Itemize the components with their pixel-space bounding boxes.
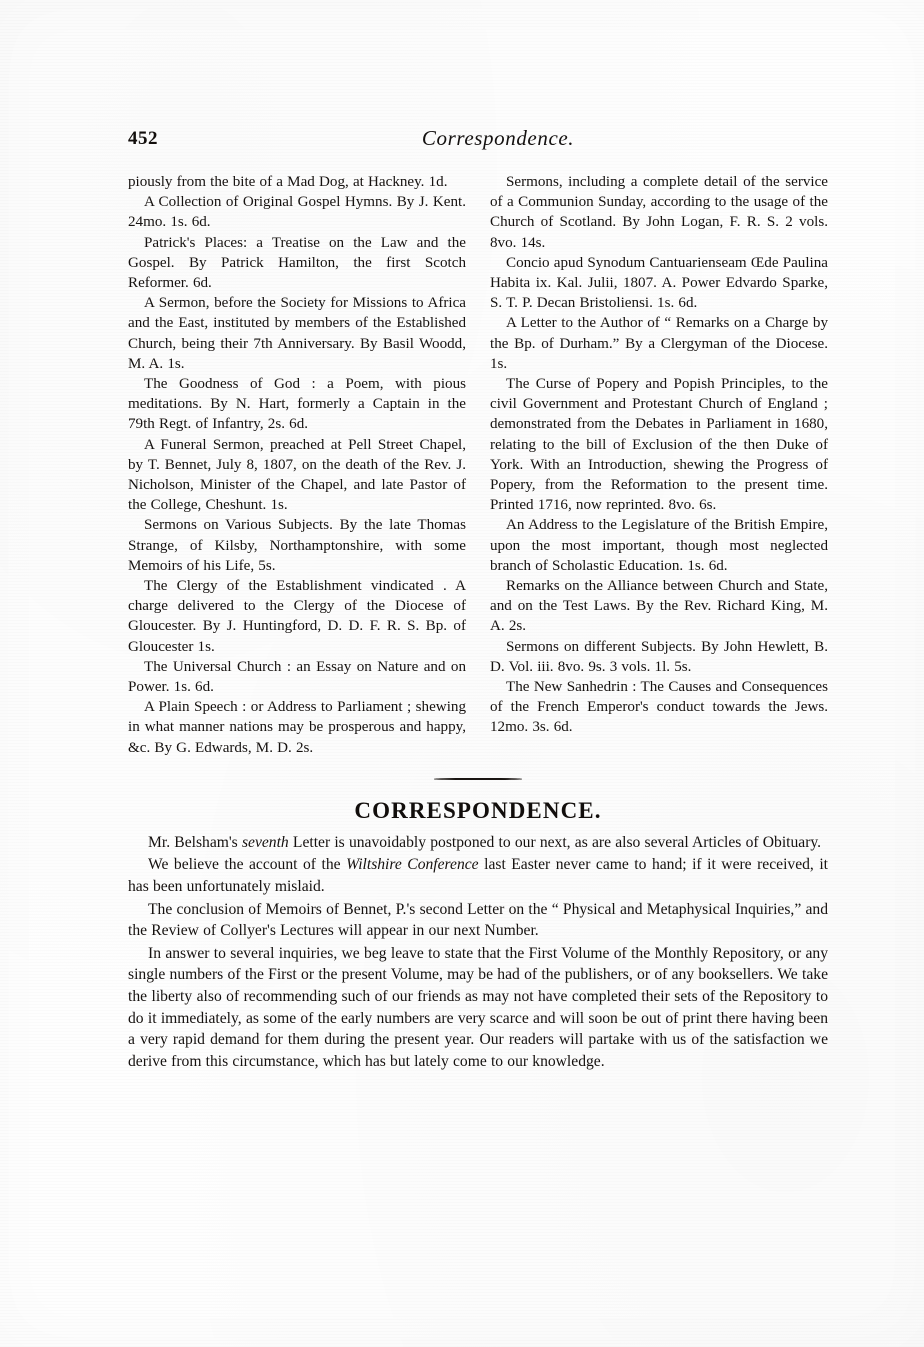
note-text-run: We believe the account of the (148, 856, 347, 874)
note-text-run: The conclusion of Memoirs of Bennet, P.'s second Letter on the “ Physical and Metaphysical Inquiries,” and the Review of Collyer's Lectures will appear in our next Number. (128, 900, 828, 940)
book-entry: Remarks on the Alliance between Church and State, and on the Test Laws. By the Rev. Richard King, M. A. 2s. (490, 578, 828, 635)
book-entry: An Address to the Legislature of the British Empire, upon the most important, though most neglected branch of Scholastic Education. 1s. 6d. (490, 517, 828, 574)
note-italic-run: Wiltshire Conference (346, 856, 479, 874)
book-entry: A Funeral Sermon, preached at Pell Street Chapel, by T. Bennet, July 8, 1807, on the death of the Rev. J. Nicholson, Minister of the Chapel, and late Pastor of the College, Cheshunt. 1s. (128, 436, 466, 514)
book-list-right-column (490, 172, 828, 738)
running-head (128, 126, 828, 162)
book-list-columns (128, 172, 828, 758)
correspondence-note (128, 832, 828, 854)
book-entry: Patrick's Places: a Treatise on the Law and the Gospel. By Patrick Hamilton, the first Scotch Reformer. 6d. (128, 234, 466, 292)
correspondence-note (128, 854, 828, 897)
book-entry: Concio apud Synodum Cantuarienseam Œde Paulina Habita ix. Kal. Julii, 1807. A. Power Edvardo Sparke, S. T. P. Decan Bristoliensi. 1s. 6d. (490, 254, 828, 312)
book-entry: A Sermon, before the Society for Missions to Africa and the East, instituted by members of the Established Church, being their 7th Anniversary. By Basil Woodd, M. A. 1s. (128, 295, 466, 372)
book-entry: Sermons on Various Subjects. By the late Thomas Strange, of Kilsby, Northamptonshire, with some Memoirs of his Life, 5s. (128, 517, 466, 574)
correspondence-note (128, 943, 828, 1073)
book-entry: A Letter to the Author of “ Remarks on a Charge by the Bp. of Durham.” By a Clergyman of the Diocese. 1s. (490, 315, 828, 372)
correspondence-note (128, 899, 828, 942)
book-entry: The Curse of Popery and Popish Principles, to the civil Government and Protestant Church of England ; demonstrated from the Debates in Parliament in 1680, relating to the bill of Exclusion of the then Duke of York. With an Introduction, shewing the Progress of Popery, from the Reformation to the present time. Printed 1716, now reprinted. 8vo. 6s. (490, 376, 828, 514)
book-list-left-column (128, 172, 466, 758)
book-entry: The Clergy of the Establishment vindicated . A charge delivered to the Clergy of the Diocese of Gloucester. By J. Huntingford, D. D. F. R. S. Bp. of Gloucester 1s. (128, 578, 466, 655)
correspondence-notes (128, 832, 828, 1073)
book-entry: The New Sanhedrin : The Causes and Consequences of the French Emperor's conduct towards the Jews. 12mo. 3s. 6d. (490, 679, 828, 736)
note-text-run: In answer to several inquiries, we beg leave to state that the First Volume of the Monthly Repository, or any single numbers of the First or the present Volume, may be had of the publishers, or of any booksellers. We take the liberty also of recommending such of our friends as may not have completed their sets of the Repository to do it immediately, as some of the early numbers are very scarce and will soon be out of print there having been a very rapid demand for them during the present year. Our readers will partake with us of the satisfaction we derive from this circumstance, which has but lately come to our knowledge. (128, 944, 828, 1070)
note-italic-run: seventh (241, 833, 289, 851)
book-entry: piously from the bite of a Mad Dog, at Hackney. 1d. (128, 174, 448, 190)
section-divider-rule (434, 778, 522, 780)
book-entry: The Goodness of God : a Poem, with pious meditations. By N. Hart, formerly a Captain in the 79th Regt. of Infantry, 2s. 6d. (128, 376, 466, 433)
correspondence-heading: CORRESPONDENCE. (354, 797, 602, 823)
book-entry: The Universal Church : an Essay on Nature and on Power. 1s. 6d. (128, 658, 466, 696)
note-text-run: Mr. Belsham's (148, 833, 242, 851)
running-head-title: Correspondence. (421, 126, 575, 150)
page-number: 452 (128, 128, 158, 149)
page-body (128, 126, 828, 1073)
book-entry: Sermons on different Subjects. By John Hewlett, B. D. Vol. iii. 8vo. 9s. 3 vols. 1l. 5s. (490, 638, 828, 675)
note-text-run: Letter is unavoidably postponed to our next, as are also several Articles of Obituary. (288, 833, 822, 851)
book-entry: A Plain Speech : or Address to Parliament ; shewing in what manner nations may be prosperous and happy, &c. By G. Edwards, M. D. 2s. (128, 699, 466, 756)
book-entry: A Collection of Original Gospel Hymns. By J. Kent. 24mo. 1s. 6d. (128, 194, 466, 231)
book-entry: Sermons, including a complete detail of the service of a Communion Sunday, according to the usage of the Church of Scotland. By John Logan, F. R. S. 2 vols. 8vo. 14s. (490, 174, 828, 251)
note-text-run: last Easter never came to hand; if it were received, it has been unfortunately mislaid. (128, 856, 828, 896)
